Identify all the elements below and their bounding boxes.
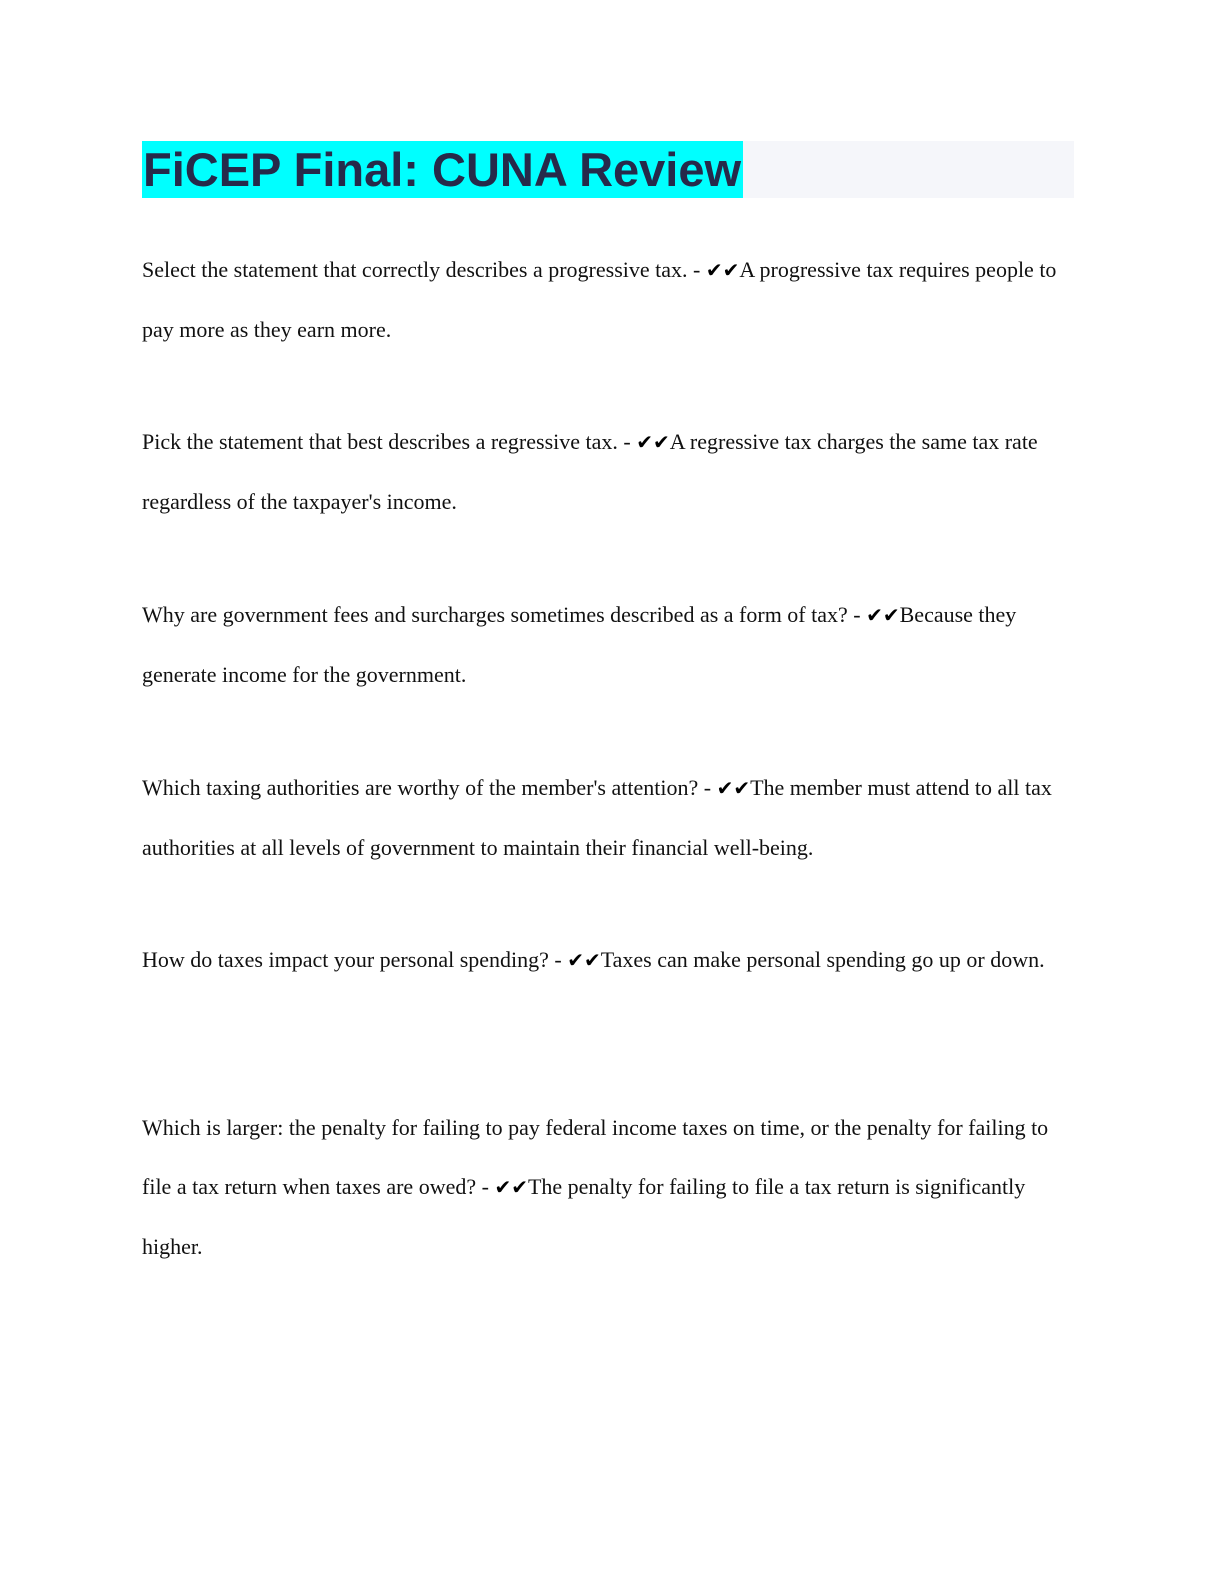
answer-text: A progressive tax requires people to pay more as they earn more. bbox=[142, 257, 1057, 342]
answer-text: The penalty for failing to file a tax return is significantly higher. bbox=[142, 1174, 1026, 1259]
separator: - bbox=[687, 257, 706, 282]
answer-text: Because they generate income for the government. bbox=[142, 602, 1017, 687]
double-check-icon: ✔✔ bbox=[705, 258, 740, 282]
qa-item bbox=[142, 930, 1077, 990]
separator: - bbox=[698, 775, 717, 800]
document-title: FiCEP Final: CUNA Review bbox=[143, 143, 742, 196]
separator: - bbox=[847, 602, 867, 627]
double-check-icon: ✔✔ bbox=[494, 1175, 528, 1199]
question-text: Why are government fees and surcharges sometimes described as a form of tax? bbox=[142, 602, 848, 627]
question-text: Which is larger: the penalty for failing to pay federal income taxes on time, or the penalty for failing to file a tax return when taxes are owed? bbox=[142, 1115, 1049, 1199]
separator: - bbox=[548, 947, 568, 972]
double-check-icon: ✔✔ bbox=[636, 430, 670, 454]
double-check-icon: ✔✔ bbox=[866, 603, 900, 627]
qa-item bbox=[142, 758, 1077, 877]
question-text: Select the statement that correctly describes a progressive tax. bbox=[142, 257, 688, 282]
qa-item bbox=[142, 240, 1077, 359]
qa-item bbox=[142, 412, 1077, 531]
double-check-icon: ✔✔ bbox=[567, 948, 601, 972]
question-text: Pick the statement that best describes a regressive tax. bbox=[142, 429, 618, 454]
separator: - bbox=[617, 429, 637, 454]
question-text: Which taxing authorities are worthy of the member's attention? bbox=[142, 775, 699, 800]
answer-text: The member must attend to all tax authorities at all levels of government to maintain their financial well-being. bbox=[142, 775, 1052, 860]
separator: - bbox=[476, 1174, 495, 1199]
qa-item bbox=[142, 1098, 1077, 1276]
answer-text: Taxes can make personal spending go up or down. bbox=[600, 947, 1045, 972]
answer-text: A regressive tax charges the same tax rate regardless of the taxpayer's income. bbox=[142, 429, 1038, 514]
question-text: How do taxes impact your personal spending? bbox=[142, 947, 549, 972]
double-check-icon: ✔✔ bbox=[716, 776, 751, 800]
qa-item bbox=[142, 585, 1077, 704]
